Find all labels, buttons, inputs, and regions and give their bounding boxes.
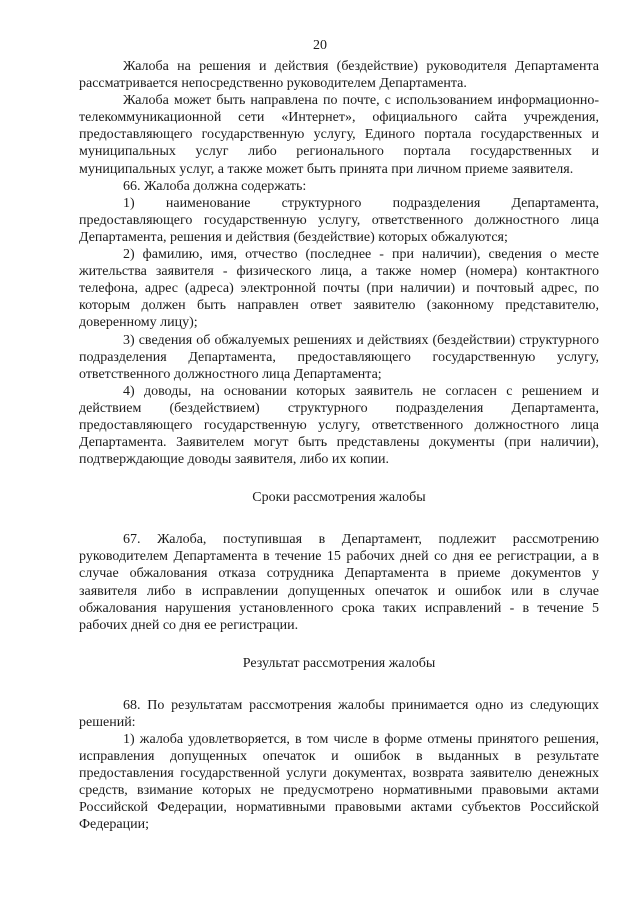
paragraph-complaint-head: Жалоба на решения и действия (бездействие) руководителя Департамента рассматривается непосредственно руководителем Департамента.: [79, 59, 599, 92]
section-heading-terms: Сроки рассмотрения жалобы: [252, 490, 426, 506]
paragraph-complaint-channels: Жалоба может быть направлена по почте, с использованием информационно-телекоммуникационной сети «Интернет», официального сайта учреждения, предоставляющего государственную услугу, Единого портала государственных и муниципальных услуг либо регионального портала государственных и муниципальных услуг, а также может быть принята при личном приеме заявителя.: [79, 93, 599, 177]
paragraph-66-item-3: 3) сведения об обжалуемых решениях и действиях (бездействии) структурного подразделения Департамента, предоставляющего государственную услугу, ответственного должностного лица Департамента;: [79, 332, 599, 382]
document-body: [79, 58, 599, 834]
section-heading-result: Результат рассмотрения жалобы: [242, 655, 436, 671]
paragraph-66-item-1: 1) наименование структурного подразделения Департамента, предоставляющего государственную услугу, ответственного должностного лица Департамента, решения и действия (бездействие) которых обжалуются;: [79, 195, 599, 245]
paragraph-66: 66. Жалоба должна содержать:: [123, 178, 307, 194]
paragraph-66-item-2: 2) фамилию, имя, отчество (последнее - при наличии), сведения о месте жительства заявителя - физического лица, а также номер (номера) контактного телефона, адрес (адреса) электронной почты (при наличии) и почтовый адрес, по которым должен быть направлен ответ заявителю (законному представителю, доверенному лицу);: [79, 247, 599, 331]
paragraph-68: 68. По результатам рассмотрения жалобы принимается одно из следующих решений:: [79, 697, 599, 730]
paragraph-67: 67. Жалоба, поступившая в Департамент, подлежит рассмотрению руководителем Департамента в течение 15 рабочих дней со дня ее регистрации, а в случае обжалования отказа сотрудника Департамента в приеме документов у заявителя либо в исправлении допущенных опечаток и ошибок или в случае обжалования нарушения установленного срока таких исправлений - в течение 5 рабочих дней со дня ее регистрации.: [79, 532, 599, 633]
paragraph-68-item-1: 1) жалоба удовлетворяется, в том числе в форме отмены принятого решения, исправления допущенных опечаток и ошибок в выданных в результате предоставления государственной услуги документах, возврата заявителю денежных средств, взимание которых не предусмотрено нормативными правовыми актами Российской Федерации, нормативными правовыми актами субъектов Российской Федерации;: [79, 732, 599, 833]
paragraph-66-item-4: 4) доводы, на основании которых заявитель не согласен с решением и действием (бездействием) структурного подразделения Департамента, предоставляющего государственную услугу, ответственного должностного лица Департамента. Заявителем могут быть представлены документы (при наличии), подтверждающие доводы заявителя, либо их копии.: [79, 383, 599, 468]
page-number: 20: [313, 38, 327, 53]
